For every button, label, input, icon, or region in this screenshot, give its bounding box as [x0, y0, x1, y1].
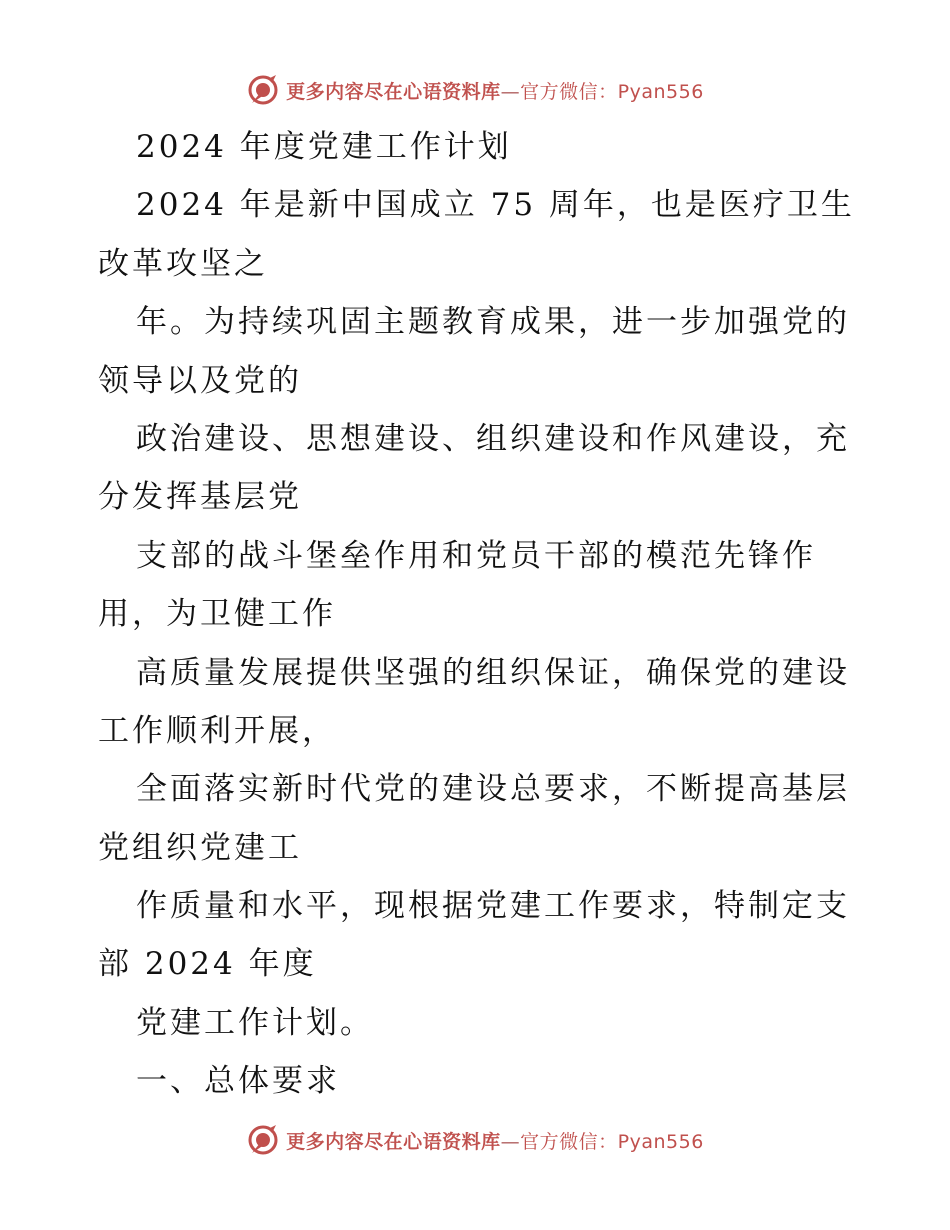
document-line: 领导以及党的 — [98, 362, 302, 399]
document-line: 高质量发展提供坚强的组织保证，确保党的建设 — [136, 654, 850, 691]
banner-wechat-contact: 官方微信：Pyan556 — [520, 1130, 704, 1153]
banner-site-name: 更多内容尽在心语资料库 — [286, 1130, 501, 1153]
document-line: 2024 年度党建工作计划 — [136, 129, 512, 165]
document-line: 用，为卫健工作 — [98, 596, 336, 633]
banner-separator: — — [500, 80, 521, 103]
footer-banner — [0, 1120, 950, 1160]
document-line: 部 2024 年度 — [98, 946, 317, 983]
banner-separator: — — [500, 1130, 521, 1153]
pen-logo-icon — [246, 73, 280, 107]
header-banner — [0, 70, 950, 110]
document-line: 年。为持续巩固主题教育成果，进一步加强党的 — [136, 304, 850, 341]
pen-logo-icon — [246, 1123, 280, 1157]
document-line: 作质量和水平，现根据党建工作要求，特制定支 — [136, 888, 850, 925]
document-line: 工作顺利开展， — [98, 712, 336, 749]
banner-wechat-contact: 官方微信：Pyan556 — [520, 80, 704, 103]
document-line: 党组织党建工 — [98, 829, 302, 866]
document-line: 一、总体要求 — [136, 1063, 340, 1100]
document-line: 党建工作计划。 — [136, 1004, 374, 1041]
document-line: 分发挥基层党 — [98, 479, 302, 516]
document-body — [98, 124, 858, 1117]
document-line: 2024 年是新中国成立 75 周年，也是医疗卫生 — [136, 187, 855, 224]
document-line: 全面落实新时代党的建设总要求，不断提高基层 — [136, 771, 850, 808]
banner-site-name: 更多内容尽在心语资料库 — [286, 80, 501, 103]
document-line: 政治建设、思想建设、组织建设和作风建设，充 — [136, 420, 850, 457]
document-line: 改革攻坚之 — [98, 245, 268, 282]
document-line: 支部的战斗堡垒作用和党员干部的模范先锋作 — [136, 537, 816, 574]
